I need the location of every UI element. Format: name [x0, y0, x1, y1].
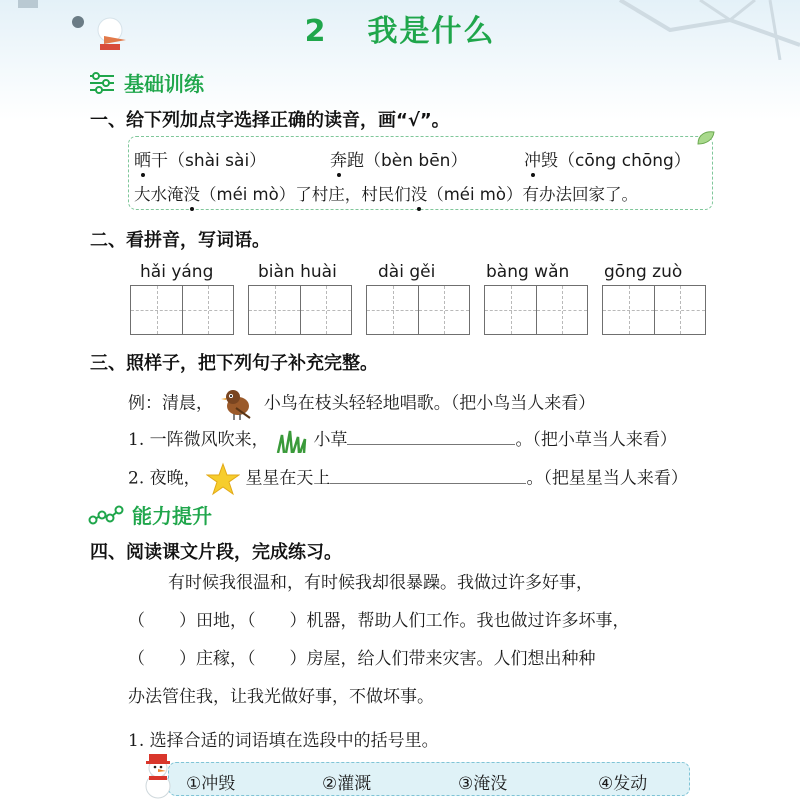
q3-title: 三、照样子，把下列句子补充完整。 [90, 353, 378, 374]
page-title [0, 6, 800, 50]
section-ability-heading [88, 500, 212, 529]
writing-grid-5[interactable] [602, 285, 706, 335]
q1-item-3-dotted: 冲 [524, 146, 541, 171]
q3-sentence-2-suffix: 。（把星星当人来看） [526, 468, 688, 489]
section-ability-label: 能力提升 [132, 504, 212, 528]
grass-icon [274, 429, 308, 453]
q1-item-2 [330, 146, 467, 171]
writing-grid-3[interactable] [366, 285, 470, 335]
q1-item-2-rest: 跑 [347, 151, 364, 171]
q4-paragraph-line-2[interactable]: （ ）田地，（ ）机器，帮助人们工作。我也做过许多坏事， [128, 611, 630, 631]
q1-sentence-pinyin-1[interactable]: （méi mò） [200, 185, 296, 204]
q1-item-1-pinyin[interactable]: （shài sài） [168, 151, 267, 171]
q3-sentence-1-suffix: 。（把小草当人来看） [515, 430, 677, 450]
q2-pinyin-5: gōng zuò [604, 262, 683, 282]
q4-sub-question-1: 1. 选择合适的词语填在选段中的括号里。 [128, 731, 439, 751]
q1-item-1 [134, 146, 266, 171]
writing-grid-2[interactable] [248, 285, 352, 335]
lesson-number: 2 [304, 14, 328, 49]
chain-icon [88, 505, 124, 525]
writing-grid-1[interactable] [130, 285, 234, 335]
q1-sentence-pinyin-2[interactable]: （méi mò） [427, 185, 523, 204]
section-basic-heading [88, 68, 204, 97]
option-3[interactable]: ③淹没 [458, 774, 508, 794]
leaf-icon [696, 130, 716, 146]
option-4[interactable]: ④发动 [598, 774, 648, 794]
q1-sentence-dotted-2: 没 [411, 181, 428, 205]
q1-item-2-dotted: 奔 [330, 146, 347, 171]
q3-sentence-2-prefix: 2. 夜晚， [128, 468, 201, 489]
q2-pinyin-3: dài gěi [378, 262, 436, 282]
q1-sentence-part-b: 了村庄，村民们 [295, 185, 411, 204]
writing-grid-4[interactable] [484, 285, 588, 335]
star-icon [206, 462, 240, 496]
snowman-icon [140, 752, 176, 800]
q4-paragraph-line-4: 办法管住我，让我光做好事，不做坏事。 [128, 687, 434, 707]
q1-item-1-rest: 干 [151, 151, 168, 171]
q3-sentence-1-prefix: 1. 一阵微风吹来， [128, 430, 269, 450]
q2-pinyin-1: hǎi yáng [140, 262, 214, 282]
q1-sentence [134, 181, 638, 205]
q3-example [128, 386, 595, 422]
q4-paragraph-line-3[interactable]: （ ）庄稼，（ ）房屋，给人们带来灾害。人们想出种种 [128, 649, 596, 669]
sliders-icon [88, 72, 116, 94]
q3-sentence-1-blank[interactable] [347, 426, 515, 445]
lesson-title: 我是什么 [367, 14, 496, 49]
q1-title: 一、给下列加点字选择正确的读音，画“√”。 [90, 110, 450, 131]
bird-icon [220, 386, 256, 422]
option-2[interactable]: ②灌溉 [322, 774, 372, 794]
q2-pinyin-2: biàn huài [258, 262, 337, 282]
q1-item-3-pinyin[interactable]: （cōng chōng） [558, 151, 691, 171]
q3-sentence-2-subject: 星星在天上 [245, 468, 331, 489]
q1-item-2-pinyin[interactable]: （bèn bēn） [364, 151, 468, 171]
q1-item-1-dotted: 晒 [134, 146, 151, 171]
q4-title: 四、阅读课文片段，完成练习。 [90, 542, 342, 563]
q3-sentence-1 [128, 425, 677, 453]
q2-title: 二、看拼音，写词语。 [90, 230, 270, 251]
q3-example-prefix: 例：清晨， [128, 393, 213, 414]
q1-item-3 [524, 146, 691, 171]
q1-sentence-part-a: 大水淹 [134, 185, 184, 204]
q1-item-3-rest: 毁 [541, 151, 558, 171]
option-1[interactable]: ①冲毁 [186, 774, 236, 794]
q1-sentence-part-c: 有办法回家了。 [522, 185, 638, 204]
q3-sentence-2-blank[interactable] [330, 465, 526, 484]
section-basic-label: 基础训练 [124, 72, 204, 96]
q1-sentence-dotted-1: 没 [184, 181, 201, 205]
q3-sentence-1-subject: 小草 [313, 430, 348, 450]
q4-paragraph-line-1: 有时候我很温和，有时候我却很暴躁。我做过许多好事， [168, 573, 593, 593]
q2-pinyin-4: bàng wǎn [486, 262, 570, 282]
q3-sentence-2 [128, 462, 688, 496]
q3-example-sentence: 小鸟在枝头轻轻地唱歌。（把小鸟当人来看） [263, 393, 596, 414]
